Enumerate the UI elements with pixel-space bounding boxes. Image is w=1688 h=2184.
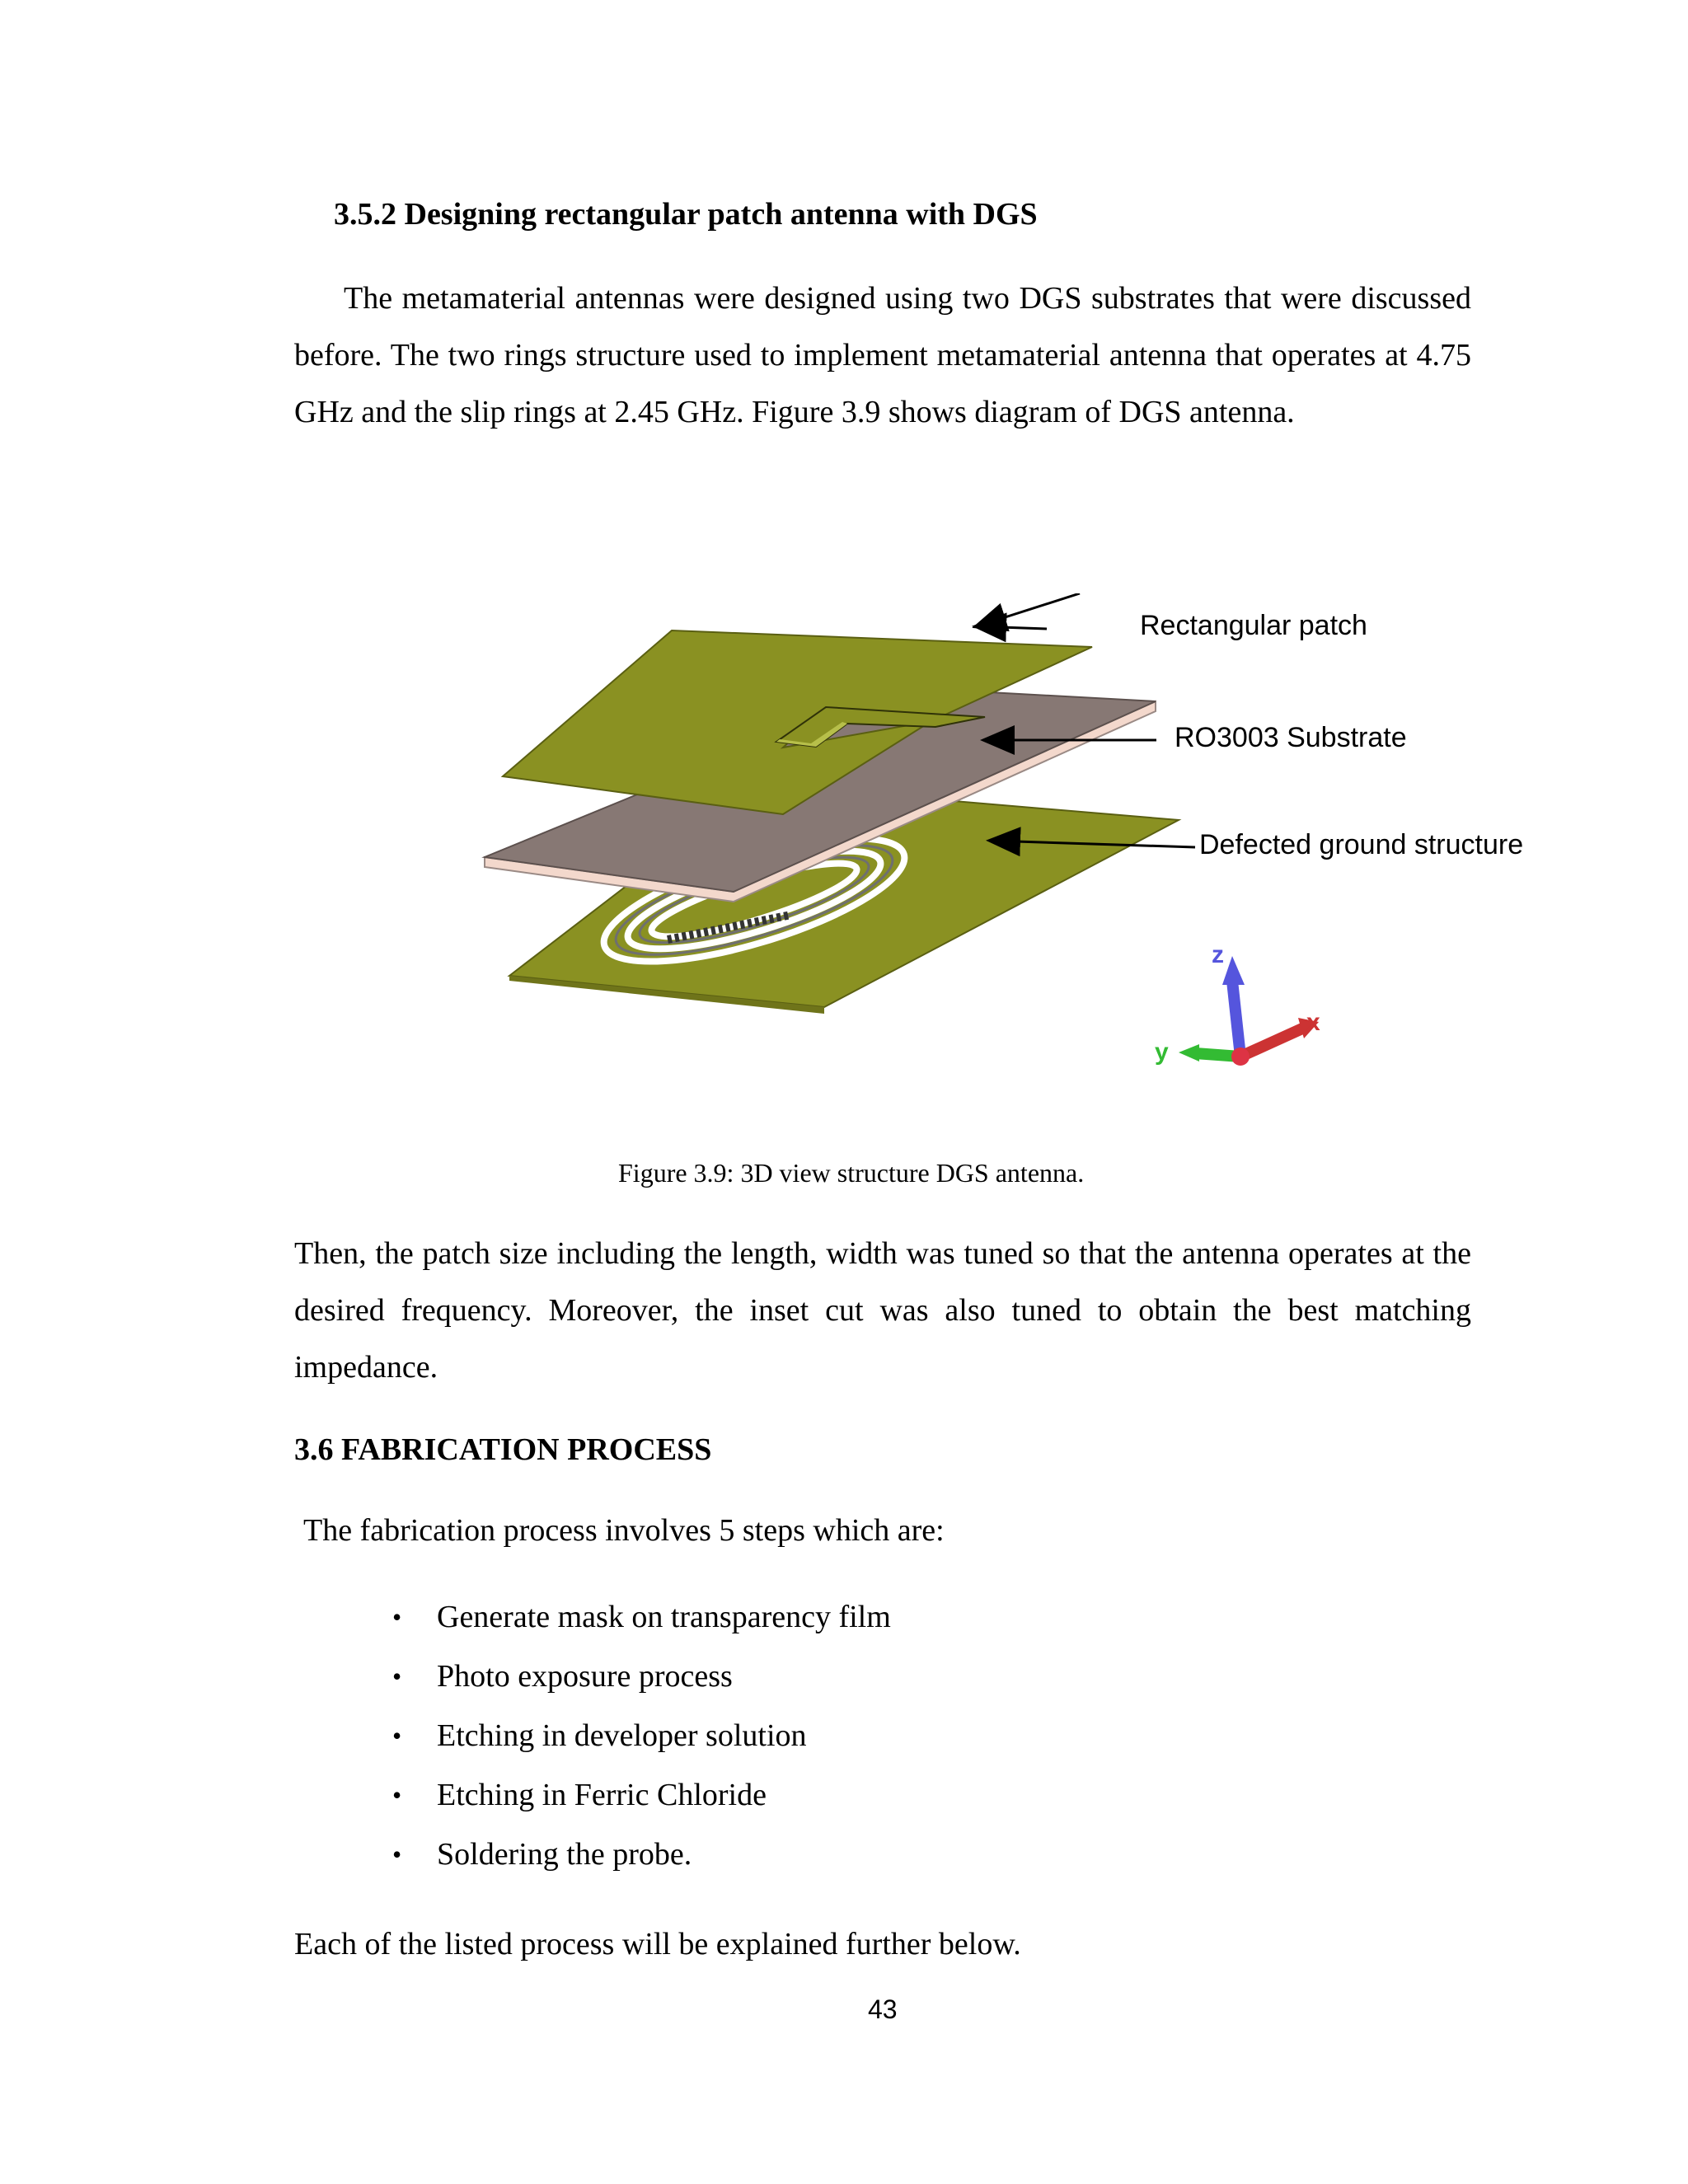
axis-label-x: x xyxy=(1306,1009,1320,1036)
bullet-icon: • xyxy=(392,1661,402,1691)
list-item: • Generate mask on transparency film xyxy=(437,1587,1179,1647)
bullet-icon: • xyxy=(392,1602,402,1632)
label-defected-ground-structure: Defected ground structure xyxy=(1199,829,1524,860)
list-item: • Etching in Ferric Chloride xyxy=(437,1765,1179,1825)
fabrication-steps-list xyxy=(392,1587,1179,1884)
list-item: • Etching in developer solution xyxy=(437,1706,1179,1765)
tuning-paragraph: Then, the patch size including the length, width was tuned so that the antenna operates at the desired frequency. Moreover, the inset cut was also tuned to obtain the best matching impedance. xyxy=(294,1236,1471,1385)
page-number: 43 xyxy=(868,1994,898,2024)
label-ro3003-substrate: RO3003 Substrate xyxy=(1175,722,1407,753)
fabrication-intro: The fabrication process involves 5 steps which are: xyxy=(303,1513,945,1548)
bullet-icon: • xyxy=(392,1840,402,1869)
list-item: • Photo exposure process xyxy=(437,1647,1179,1706)
axis-label-y: y xyxy=(1155,1038,1169,1066)
section-heading-3-5-2: 3.5.2 Designing rectangular patch antenna with DGS xyxy=(334,197,1038,232)
axis-triad xyxy=(1179,956,1319,1066)
figure-caption: Figure 3.9: 3D view structure DGS antenna. xyxy=(618,1158,1085,1188)
patch-pointer-arrow xyxy=(977,593,1080,626)
intro-paragraph: The metamaterial antennas were designed using two DGS substrates that were discussed before. The two rings structure used to implement metamaterial antenna that operates at 4.75 GHz and the slip rings at 2.45 GHz. Figure 3.9 shows diagram of DGS antenna. xyxy=(294,281,1471,429)
bullet-icon: • xyxy=(392,1780,402,1810)
bullet-icon: • xyxy=(392,1721,402,1750)
closing-sentence: Each of the listed process will be explained further below. xyxy=(294,1927,1021,1961)
section-heading-3-6: 3.6 FABRICATION PROCESS xyxy=(294,1432,712,1467)
axis-label-z: z xyxy=(1212,941,1224,968)
label-rectangular-patch: Rectangular patch xyxy=(1140,610,1367,641)
list-item: • Soldering the probe. xyxy=(437,1825,1179,1884)
